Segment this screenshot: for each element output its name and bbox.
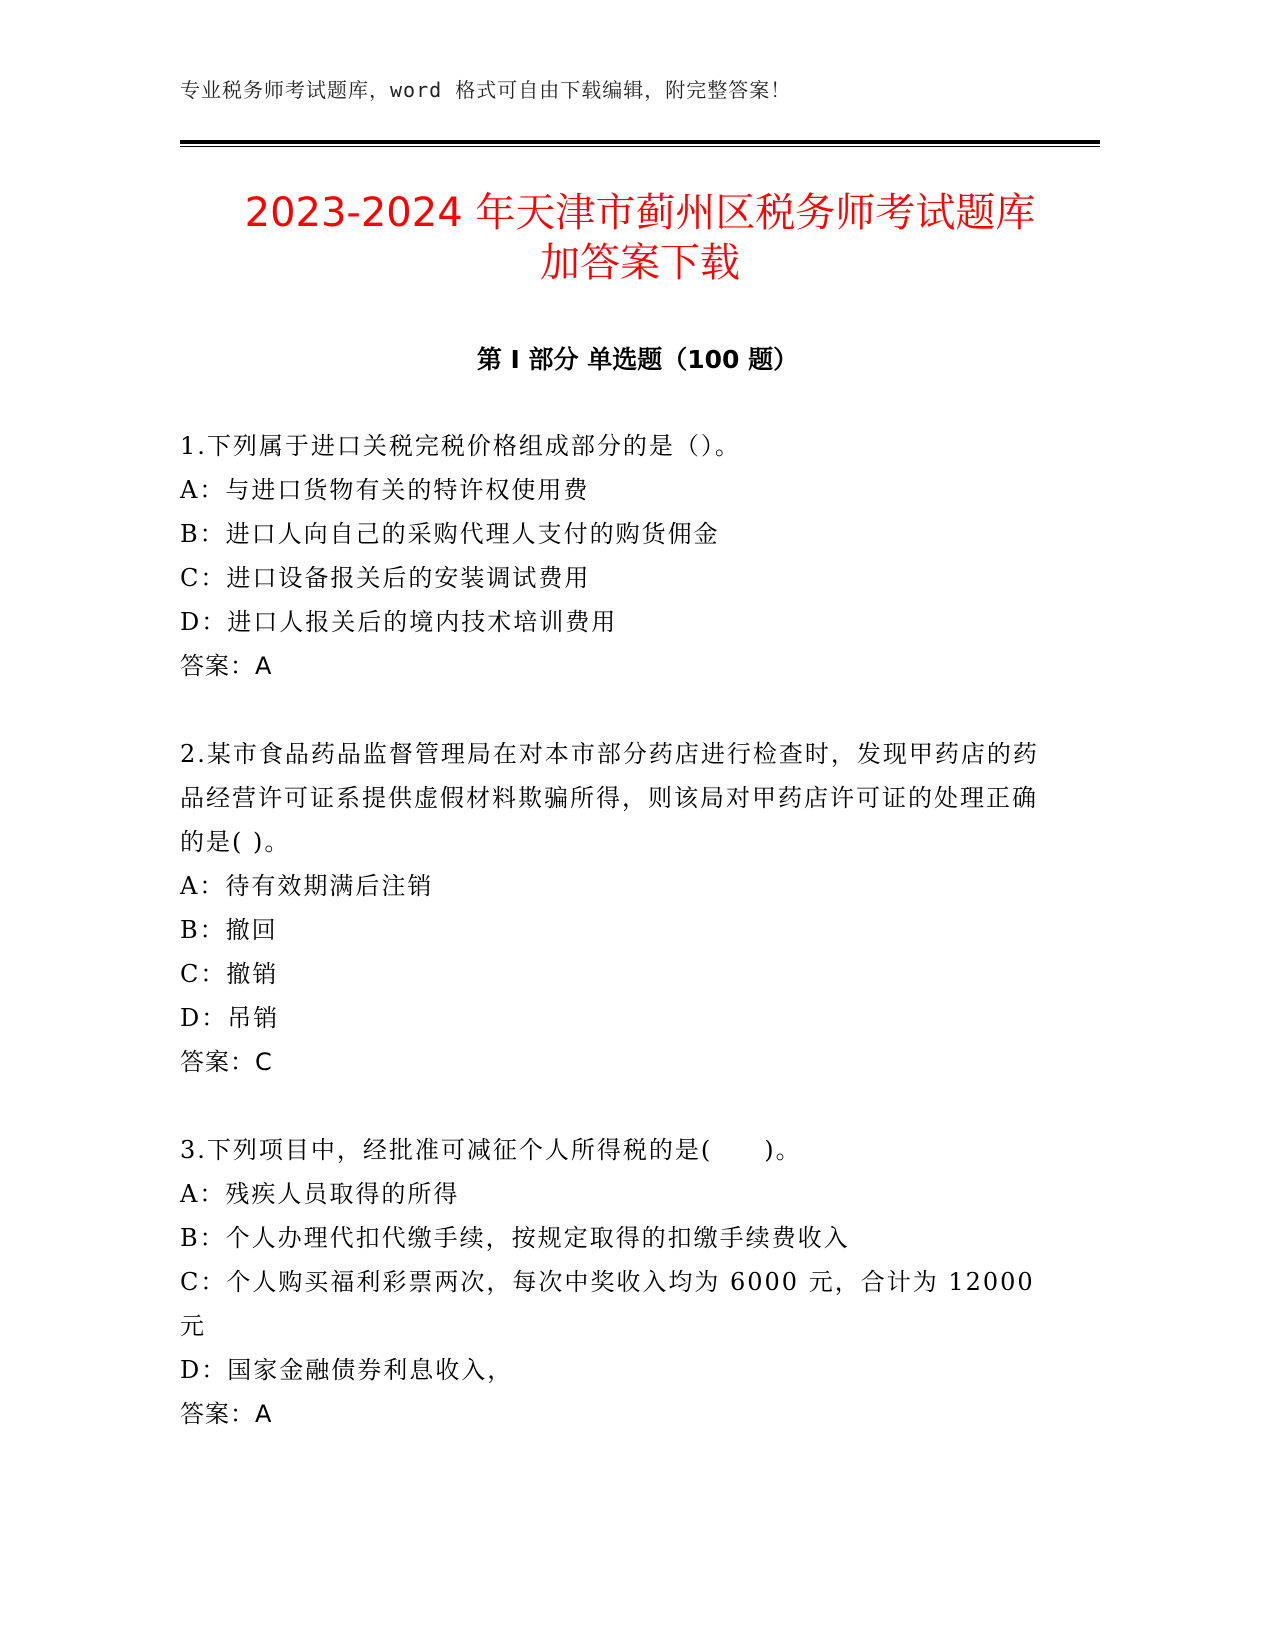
option-c: C：进口设备报关后的安装调试费用 — [180, 564, 591, 592]
header-divider — [180, 140, 1100, 147]
option-c: C：个人购买福利彩票两次，每次中奖收入均为 6000 元，合计为 12000 元 — [180, 1268, 1035, 1340]
option-c: C：撤销 — [180, 960, 279, 988]
answer: 答案：C — [180, 1048, 273, 1076]
page-header: 专业税务师考试题库，word 格式可自由下载编辑，附完整答案！ — [180, 78, 792, 102]
option-a: A：与进口货物有关的特许权使用费 — [180, 476, 590, 504]
document-title-line-2: 加答案下载 — [540, 240, 740, 286]
question-1 — [180, 424, 1060, 688]
option-b: B：撤回 — [180, 916, 278, 944]
option-d: D：国家金融债券利息收入， — [180, 1356, 514, 1384]
option-a: A：待有效期满后注销 — [180, 872, 434, 900]
document-title — [150, 188, 1130, 288]
option-b: B：进口人向自己的采购代理人支付的购货佣金 — [180, 520, 720, 548]
question-stem: 2.某市食品药品监督管理局在对本市部分药店进行检查时，发现甲药店的药品经营许可证系提供虚假材料欺骗所得，则该局对甲药店许可证的处理正确的是( )。 — [180, 740, 1039, 856]
answer: 答案：A — [180, 652, 273, 680]
question-list — [180, 424, 1060, 1480]
question-stem: 1.下列属于进口关税完税价格组成部分的是（）。 — [180, 432, 741, 460]
option-a: A：残疾人员取得的所得 — [180, 1180, 460, 1208]
header-divider-thin — [180, 146, 1100, 147]
document-title-line-1: 2023-2024 年天津市蓟州区税务师考试题库 — [244, 190, 1036, 236]
option-b: B：个人办理代扣代缴手续，按规定取得的扣缴手续费收入 — [180, 1224, 850, 1252]
option-d: D：进口人报关后的境内技术培训费用 — [180, 608, 618, 636]
question-3 — [180, 1128, 1060, 1436]
question-stem: 3.下列项目中，经批准可减征个人所得税的是( )。 — [180, 1136, 802, 1164]
section-title: 第 I 部分 单选题（100 题） — [476, 345, 799, 374]
question-2 — [180, 732, 1060, 1084]
answer: 答案：A — [180, 1400, 273, 1428]
header-divider-thick — [180, 140, 1100, 144]
option-d: D：吊销 — [180, 1004, 280, 1032]
